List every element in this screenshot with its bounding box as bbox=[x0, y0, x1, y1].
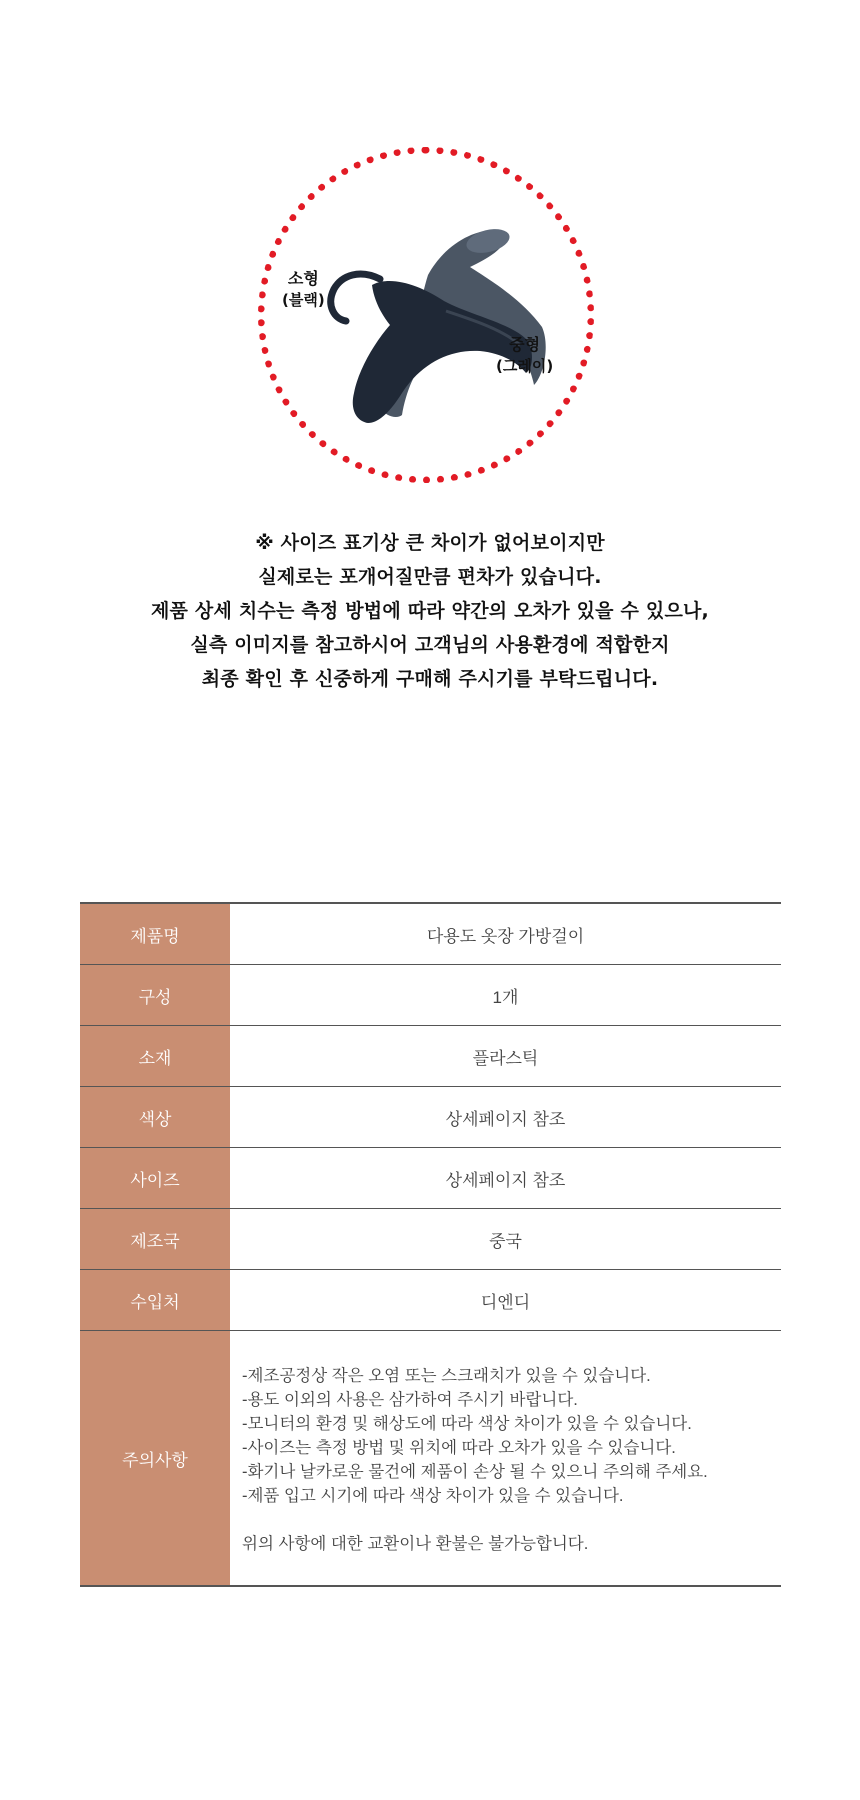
spec-value: 중국 bbox=[489, 1231, 522, 1251]
cautions-text bbox=[230, 1331, 781, 1585]
callout-small-hanger bbox=[282, 268, 325, 310]
spec-value: 플라스틱 bbox=[472, 1048, 539, 1068]
caution-line: -용도 이외의 사용은 삼가하여 주시기 바랍니다. bbox=[242, 1391, 578, 1409]
callout-small-label: 소형 bbox=[287, 269, 319, 288]
spec-value: 상세페이지 참조 bbox=[445, 1170, 566, 1190]
notice-line: 제품 상세 치수는 측정 방법에 따라 약간의 오차가 있을 수 있으나, bbox=[151, 600, 709, 622]
spec-row-material bbox=[80, 1026, 781, 1087]
spec-row-color bbox=[80, 1087, 781, 1148]
spec-key: 구성 bbox=[80, 965, 230, 1025]
caution-line: -모니터의 환경 및 해상도에 따라 색상 차이가 있을 수 있습니다. bbox=[242, 1415, 692, 1433]
callout-medium-label: 중형 bbox=[509, 335, 541, 354]
spec-key: 주의사항 bbox=[80, 1331, 230, 1585]
size-notice bbox=[0, 526, 860, 696]
callout-medium-hanger bbox=[496, 334, 553, 376]
caution-line: -화기나 날카로운 물건에 제품이 손상 될 수 있으니 주의해 주세요. bbox=[242, 1463, 708, 1481]
notice-line: ※ 사이즈 표기상 큰 차이가 없어보이지만 bbox=[255, 532, 605, 554]
spec-row-composition bbox=[80, 965, 781, 1026]
spec-value: 다용도 옷장 가방걸이 bbox=[426, 926, 585, 946]
caution-line: -제조공정상 작은 오염 또는 스크래치가 있을 수 있습니다. bbox=[242, 1367, 651, 1385]
product-hero bbox=[0, 0, 860, 520]
spec-key: 수입처 bbox=[80, 1270, 230, 1330]
hanger-product-image bbox=[320, 215, 570, 435]
spec-row-origin bbox=[80, 1209, 781, 1270]
spec-row-importer bbox=[80, 1270, 781, 1331]
notice-line: 최종 확인 후 신중하게 구매해 주시기를 부탁드립니다. bbox=[201, 668, 659, 690]
caution-line: -사이즈는 측정 방법 및 위치에 따라 오차가 있을 수 있습니다. bbox=[242, 1439, 676, 1457]
spec-key: 제품명 bbox=[80, 904, 230, 964]
caution-footer: 위의 사항에 대한 교환이나 환불은 불가능합니다. bbox=[242, 1535, 589, 1553]
callout-small-color: (블랙) bbox=[282, 290, 325, 309]
spec-row-size bbox=[80, 1148, 781, 1209]
spec-row-name bbox=[80, 904, 781, 965]
caution-line: -제품 입고 시기에 따라 색상 차이가 있을 수 있습니다. bbox=[242, 1487, 624, 1505]
notice-line: 실측 이미지를 참고하시어 고객님의 사용환경에 적합한지 bbox=[190, 634, 670, 656]
callout-medium-color: (그레이) bbox=[496, 356, 554, 375]
spec-key: 제조국 bbox=[80, 1209, 230, 1269]
spec-value: 디엔디 bbox=[480, 1292, 531, 1312]
spec-value: 1개 bbox=[492, 987, 519, 1007]
spec-key: 색상 bbox=[80, 1087, 230, 1147]
spec-value: 상세페이지 참조 bbox=[445, 1109, 566, 1129]
notice-line: 실제로는 포개어질만큼 편차가 있습니다. bbox=[258, 566, 602, 588]
product-spec-table bbox=[80, 902, 781, 1587]
spec-key: 사이즈 bbox=[80, 1148, 230, 1208]
spec-row-cautions bbox=[80, 1331, 781, 1587]
spec-key: 소재 bbox=[80, 1026, 230, 1086]
